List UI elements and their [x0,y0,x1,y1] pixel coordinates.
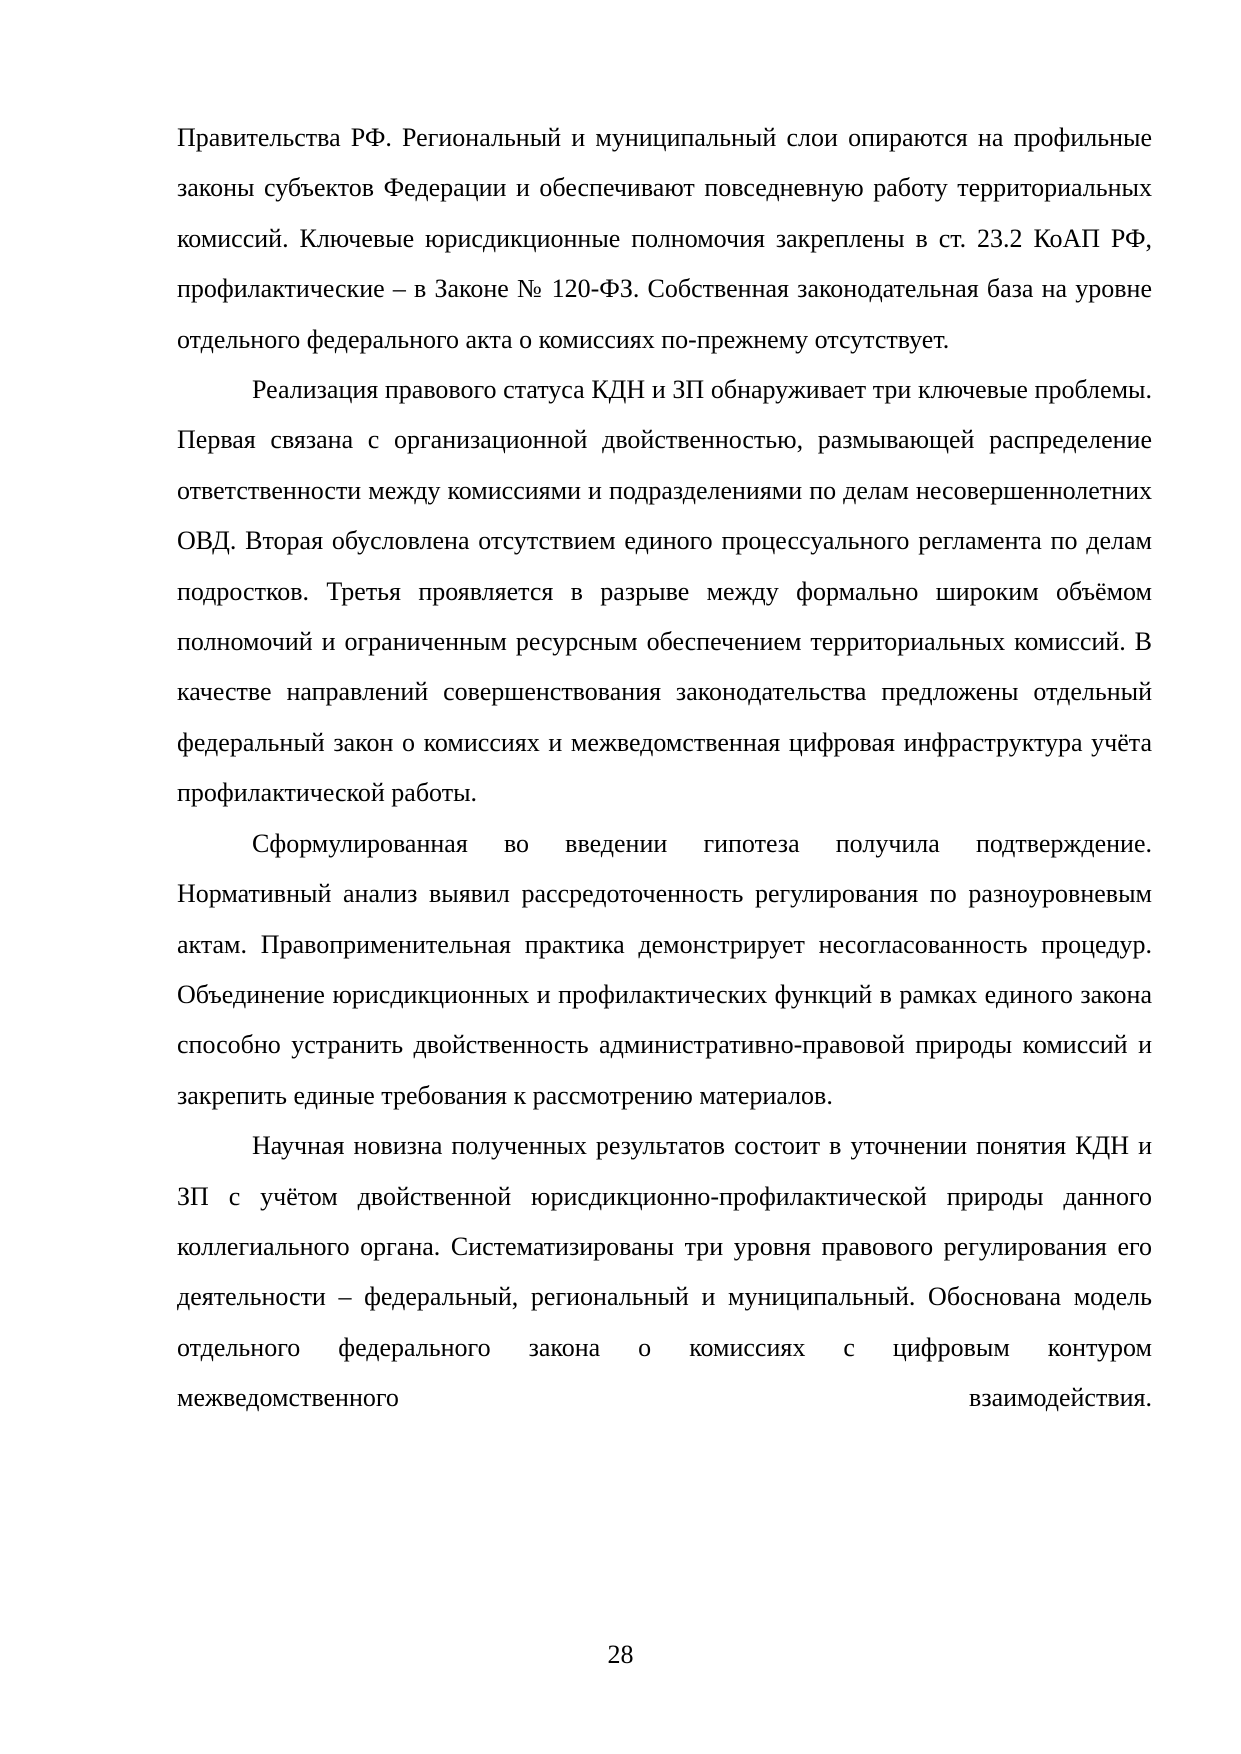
paragraph-hypothesis: Сформулированная во введении гипотеза получила подтверждение. Нормативный анализ выявил рассредоточенность регулирования по разноуровневым актам. Правоприменительная практика демонстрирует несогласованность процедур. Объединение юрисдикционных и профилактических функций в рамках единого закона способно устранить двойственность административно-правовой природы комиссий и закрепить единые требования к рассмотрению материалов. [177,828,1152,1110]
paragraph-novelty: Научная новизна полученных результатов состоит в уточнении понятия КДН и ЗП с учётом двойственной юрисдикционно-профилактической природы данного коллегиального органа. Систематизированы три уровня правового регулирования его деятельности – федеральный, региональный и муниципальный. Обоснована модель отдельного федерального закона о комиссиях с цифровым контуром межведомственного взаимодействия. [177,1131,1152,1413]
paragraph-continuation: Правительства РФ. Региональный и муниципальный слои опираются на профильные законы субъектов Федерации и обеспечивают повседневную работу территориальных комиссий. Ключевые юрисдикционные полномочия закреплены в ст. 23.2 КоАП РФ, профилактические – в Законе № 120-ФЗ. Собственная законодательная база на уровне отдельного федерального акта о комиссиях по-прежнему отсутствует. [177,123,1152,354]
body-text [177,113,1152,1424]
paragraph-problems: Реализация правового статуса КДН и ЗП обнаруживает три ключевые проблемы. Первая связана с организационной двойственностью, размывающей распределение ответственности между комиссиями и подразделениями по делам несовершеннолетних ОВД. Вторая обусловлена отсутствием единого процессуального регламента по делам подростков. Третья проявляется в разрыве между формально широким объёмом полномочий и ограниченным ресурсным обеспечением территориальных комиссий. В качестве направлений совершенствования законодательства предложены отдельный федеральный закон о комиссиях и межведомственная цифровая инфраструктура учёта профилактической работы. [177,375,1152,808]
page-number: 28 [607,1640,634,1669]
